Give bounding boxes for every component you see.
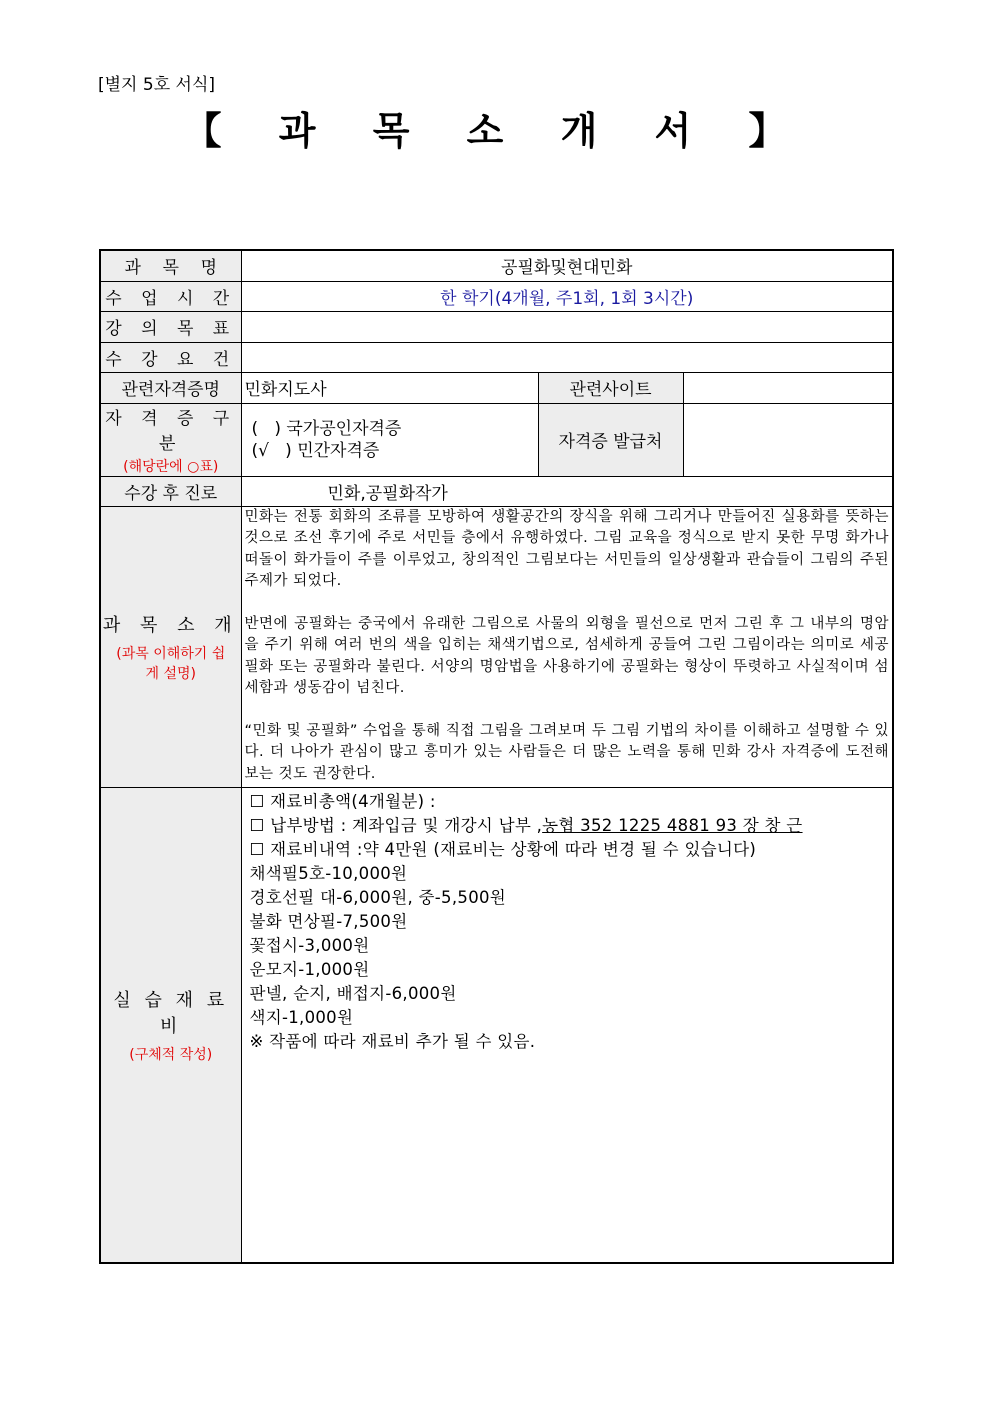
materials-label: 실 습 재 료 비	[113, 989, 229, 1037]
payment-method: ☐ 납부방법 : 계좌입금 및 개강시 납부 ,	[249, 815, 543, 835]
certificate-value: 민화지도사	[241, 372, 538, 403]
issuer-value	[683, 403, 893, 476]
row-hours	[100, 281, 893, 311]
materials-note: ※ 작품에 따라 재료비 추가 될 수 있음.	[249, 1031, 536, 1051]
materials-payment	[250, 814, 885, 838]
hours-label: 수 업 시 간	[105, 288, 237, 309]
row-certificate	[100, 372, 893, 403]
career-label: 수강 후 진로	[100, 476, 241, 506]
subject-value: 공필화및현대민화	[241, 250, 893, 281]
cert-option-private: (√ ) 민간자격증	[251, 440, 380, 461]
material-item: 꽃접시-3,000원	[249, 935, 370, 955]
certificate-label: 관련자격증명	[100, 372, 241, 403]
row-subject	[100, 250, 893, 281]
cert-option-national: ( ) 국가공인자격증	[251, 418, 402, 439]
intro-paragraph: 반면에 공필화는 중국에서 유래한 그림으로 사물의 외형을 필선으로 먼저 그린 후 그 내부의 명암을 주기 위해 여러 번의 색을 입히는 채색기법으로, 섬세하게 공들여 그린 그림이라는 의미로 세공필화 또는 공필화라 불린다. 서양의 명암법을 사용하기에 공필화는 형상이 뚜렷하고 사실적이며 섬세함과 생동감이 넘친다.	[244, 615, 889, 696]
form-number: [별지 5호 서식]	[98, 75, 215, 95]
material-item: 운모지-1,000원	[249, 959, 370, 979]
material-item: 색지-1,000원	[249, 1007, 354, 1027]
row-requirements	[100, 342, 893, 372]
requirements-value	[241, 342, 893, 372]
course-intro-table	[99, 249, 894, 1264]
goal-value	[241, 311, 893, 342]
material-item: 경호선필 대-6,000원, 중-5,500원	[249, 887, 507, 907]
bank-account: 농협 352 1225 4881 93 장 창 근	[542, 815, 803, 835]
material-item: 불화 면상필-7,500원	[249, 911, 408, 931]
document-title: 【 과 목 소 개 서 】	[183, 109, 809, 153]
material-item: 판넬, 순지, 배접지-6,000원	[249, 983, 457, 1003]
intro-label: 과 목 소 개	[102, 614, 239, 636]
row-intro	[100, 506, 893, 787]
intro-paragraph: “민화 및 공필화” 수업을 통해 직접 그림을 그려보며 두 그림 기법의 차이를 이해하고 설명할 수 있다. 더 나아가 관심이 많고 흥미가 있는 사람들은 더 많은 노력을 통해 민화 강사 자격증에 도전해 보는 것도 권장한다.	[244, 722, 889, 782]
material-item: 채색필5호-10,000원	[249, 863, 408, 883]
goal-label: 강 의 목 표	[105, 319, 237, 339]
site-label: 관련사이트	[538, 372, 683, 403]
row-goal	[100, 311, 893, 342]
intro-sublabel: (과목 이해하기 쉽게 설명)	[116, 645, 226, 682]
row-materials	[100, 787, 893, 1263]
row-career	[100, 476, 893, 506]
cert-type-sublabel: (해당란에 ○표)	[123, 458, 219, 475]
requirements-label: 수 강 요 건	[105, 349, 237, 370]
materials-sublabel: (구체적 작성)	[129, 1046, 213, 1063]
career-value: 민화,공필화작가	[241, 476, 893, 506]
row-cert-type	[100, 403, 893, 476]
materials-total: ☐ 재료비총액(4개월분) :	[249, 791, 436, 811]
issuer-label: 자격증 발급처	[538, 403, 683, 476]
subject-label: 과 목 명	[124, 258, 217, 279]
hours-value: 한 학기(4개월, 주1회, 1회 3시간)	[241, 281, 893, 311]
site-value	[683, 372, 893, 403]
intro-paragraph: 민화는 전통 회화의 조류를 모방하여 생활공간의 장식을 위해 그리거나 만들어진 실용화를 뜻하는 것으로 조선 후기에 주로 서민들 층에서 유행하였다. 그림 교육을 정식으로 받지 못한 무명 화가나 떠돌이 화가들이 주를 이루었고, 창의적인 그림보다는 서민들의 일상생활과 관습들이 그림의 주된 주제가 되었다.	[244, 508, 889, 589]
materials-detail: ☐ 재료비내역 :약 4만원 (재료비는 상황에 따라 변경 될 수 있습니다)	[249, 839, 757, 859]
cert-type-label: 자 격 증 구 분	[105, 408, 237, 454]
